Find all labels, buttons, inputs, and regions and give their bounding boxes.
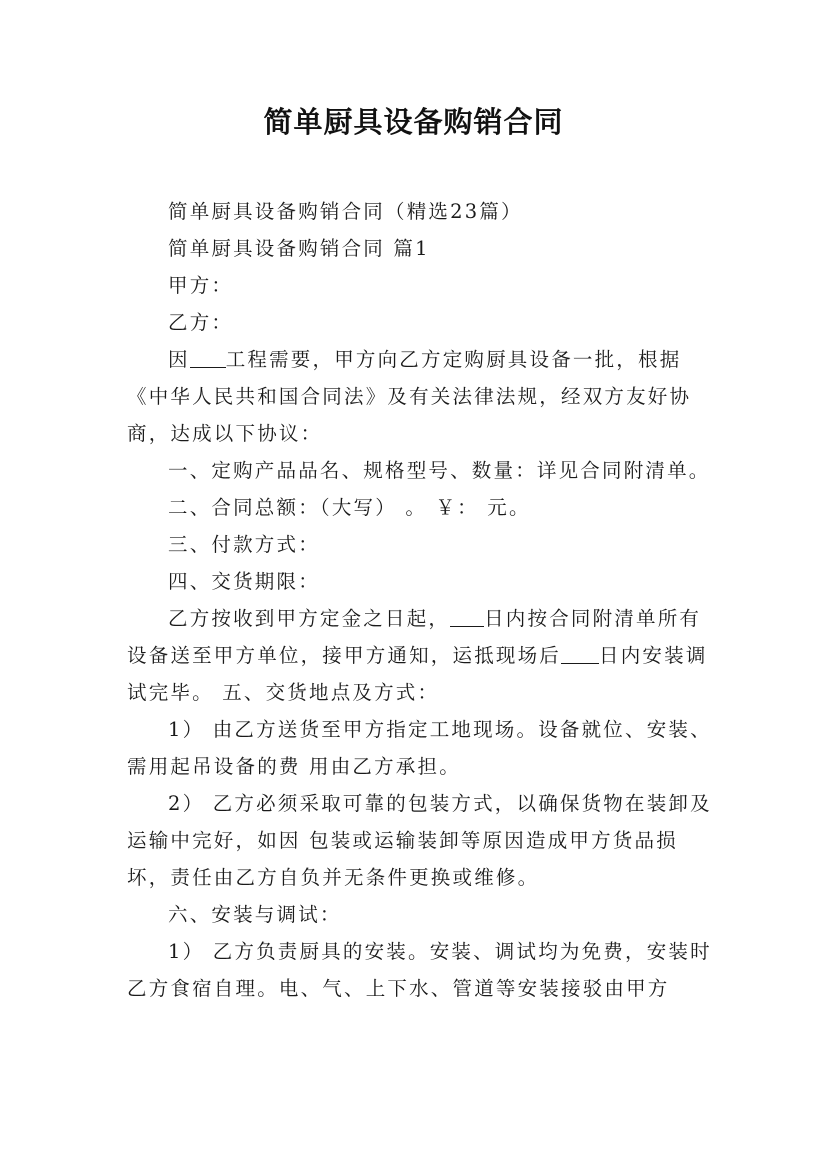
paragraph-delivery-term [127,600,717,711]
paragraph-clause-4: 四、交货期限： [168,570,320,593]
fill-in-blank [190,347,226,368]
reason-text-after: 工程需要，甲方向乙方定购厨具设备一批，根据《中华人民共和国合同法》及有关法律法规，经双方友好协商，达成以下协议： [127,348,692,445]
fill-in-blank [561,643,599,664]
paragraph-delivery-1: 1） 由乙方送货至甲方指定工地现场。设备就位、安装、需用起吊设备的费 用由乙方承担。 [127,718,712,778]
paragraph-install-1: 1） 乙方负责厨具的安装。安装、调试均为免费，安装时乙方食宿自理。电、气、上下水、管道等安装接驳由甲方 [127,940,712,1000]
fill-in-blank [450,606,484,627]
paragraph-reason [127,341,717,452]
paragraph-subtitle: 简单厨具设备购销合同（精选23篇） [168,200,523,223]
paragraph-clause-2: 二、合同总额：（大写） 。 ￥： 元。 [168,496,531,519]
document-title: 简单厨具设备购销合同 [263,105,564,139]
paragraph-section-heading: 简单厨具设备购销合同 篇1 [168,237,430,260]
paragraph-clause-3: 三、付款方式： [168,533,320,556]
delivery-text-1: 乙方按收到甲方定金之日起， [168,607,451,630]
paragraph-clause-6: 六、安装与调试： [168,903,342,926]
paragraph-party-a: 甲方： [168,274,234,297]
paragraph-party-b: 乙方： [168,311,234,334]
delivery-text-3: 日内安装调试完毕。 五、交货地点及方式： [127,644,708,704]
paragraph-clause-1: 一、定购产品品名、规格型号、数量：详见合同附清单。 [168,459,711,482]
paragraph-delivery-2: 2） 乙方必须采取可靠的包装方式，以确保货物在装卸及运输中完好，如因 包装或运输装卸等原因造成甲方货品损坏，责任由乙方自负并无条件更换或维修。 [127,792,712,889]
reason-text-before: 因 [168,348,190,371]
delivery-text-2: 日内按合同附清单所有设备送至甲方单位，接甲方通知，运抵现场后 [127,607,702,667]
document-body [127,193,717,1007]
